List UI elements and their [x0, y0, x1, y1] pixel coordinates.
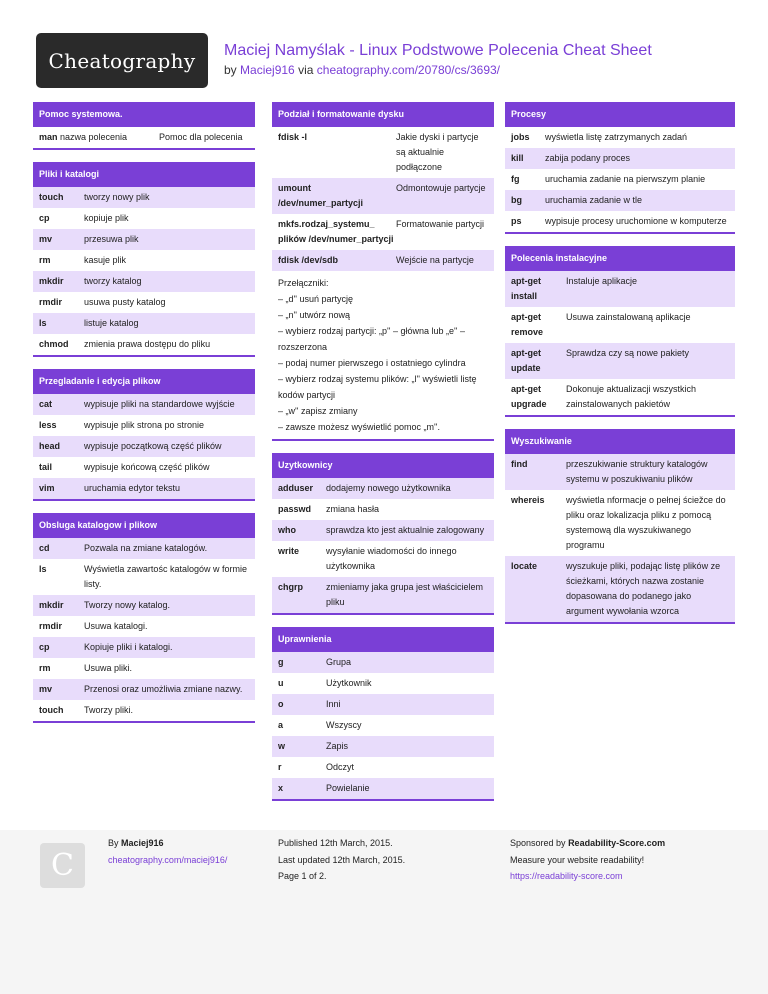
by-label: by: [224, 63, 237, 77]
sponsored-by: [510, 838, 665, 848]
description: wyszukuje pliki, podając listę plików ze ścieżkami, których nazwa zostanie dopasowana do podanego jako argument wywołania wzorca: [566, 561, 721, 616]
description: Wejście na partycje: [396, 255, 474, 265]
table-row: [505, 556, 735, 622]
description: wyświetla listę zatrzymanych zadań: [545, 132, 688, 142]
description: Sprawdza czy są nowe pakiety: [566, 348, 690, 358]
cheatography-footer-logo: C: [40, 843, 85, 888]
description: uruchamia edytor tekstu: [84, 483, 181, 493]
table-row: [272, 694, 494, 715]
description: Odmontowuje partycje: [396, 183, 486, 193]
sponsor-name[interactable]: Readability-Score.com: [568, 838, 666, 848]
command: tail: [39, 462, 53, 472]
section-pomoc: [33, 102, 255, 150]
section-instalacyjne: [505, 246, 735, 417]
section-title: Pomoc systemowa.: [33, 102, 255, 127]
description: wypisuje początkową część plików: [84, 441, 222, 451]
table-row: [272, 127, 494, 178]
table-row: [505, 379, 735, 415]
description: Powielanie: [326, 783, 370, 793]
table-row: [505, 127, 735, 148]
table-row: [33, 478, 255, 499]
by-label: By: [108, 838, 119, 848]
command: mv: [39, 684, 53, 694]
description: uruchamia zadanie na pierwszym planie: [545, 174, 706, 184]
command: write: [278, 546, 300, 556]
column-2: [272, 102, 494, 813]
command: apt-get update: [511, 348, 541, 373]
command: cat: [39, 399, 53, 409]
description: Zapis: [326, 741, 349, 751]
table-row: [505, 211, 735, 232]
command: apt-get remove: [511, 312, 544, 337]
table-row: [33, 127, 255, 148]
table-row: [33, 679, 255, 700]
sponsor-url[interactable]: https://readability-score.com: [510, 871, 623, 881]
command: locate: [511, 561, 538, 571]
description: Dokonuje aktualizacji wszystkich zainstalowanych pakietów: [566, 384, 697, 409]
table-row: [272, 499, 494, 520]
section-przegladanie: [33, 369, 255, 501]
description: Wyświetla zawartośc katalogów w formie listy.: [84, 564, 247, 589]
command: chgrp: [278, 582, 304, 592]
table-row: [505, 490, 735, 556]
command: ls: [39, 318, 47, 328]
description: Odczyt: [326, 762, 355, 772]
description: zmieniamy jaka grupa jest właścicielem pliku: [326, 582, 484, 607]
table-row: [33, 334, 255, 355]
description: dodajemy nowego użytkownika: [326, 483, 451, 493]
sponsor-link[interactable]: [510, 871, 623, 881]
description: kasuje plik: [84, 255, 127, 265]
command: find: [511, 459, 528, 469]
command: cd: [39, 543, 50, 553]
section-procesy: [505, 102, 735, 234]
table-row: [33, 700, 255, 721]
command: jobs: [511, 132, 530, 142]
switches-text: Przełączniki: – „d'' usuń partycję – „n'' utwórz nową – wybierz rodzaj partycji: „p'' – główna lub „e'' – rozszerzona – podaj numer pierwszego i ostatniego cylindra – wybierz rodzaj systemu plików: „l'' wyświetli listę kodów partycji – „w'' zapisz zmiany – zawsze możesz wyświetlić pomoc „m''.: [278, 278, 477, 432]
table-row: [272, 541, 494, 577]
table-row: [505, 148, 735, 169]
author-name[interactable]: Maciej916: [121, 838, 164, 848]
description: Jakie dyski i partycje są aktualnie podłączone: [396, 132, 479, 172]
description: Usuwa katalogi.: [84, 621, 148, 631]
column-1: [33, 102, 255, 735]
column-3: [505, 102, 735, 636]
command: less: [39, 420, 57, 430]
command: ls: [39, 564, 47, 574]
command: g: [278, 657, 284, 667]
section-title: Procesy: [505, 102, 735, 127]
description: Kopiuje pliki i katalogi.: [84, 642, 173, 652]
table-row: [33, 658, 255, 679]
command: mkdir: [39, 276, 64, 286]
description: wypisuje pliki na standardowe wyjście: [84, 399, 235, 409]
table-row: [33, 415, 255, 436]
description: Tworzy nowy katalog.: [84, 600, 171, 610]
description: wypisuje plik strona po stronie: [84, 420, 205, 430]
section-title: Obsluga katalogow i plikow: [33, 513, 255, 538]
command: a: [278, 720, 284, 730]
table-row: [272, 214, 494, 250]
table-row: [505, 169, 735, 190]
command: vim: [39, 483, 55, 493]
command: man nazwa polecenia: [39, 132, 128, 142]
section-uzytkownicy: [272, 453, 494, 615]
section-title: Podział i formatowanie dysku: [272, 102, 494, 127]
description: Pozwala na zmiane katalogów.: [84, 543, 208, 553]
section-title: Przegladanie i edycja plikow: [33, 369, 255, 394]
command: cp: [39, 213, 50, 223]
table-row: [33, 394, 255, 415]
description: zmiana hasła: [326, 504, 380, 514]
table-row: [272, 652, 494, 673]
description: wypisuje procesy uruchomione w komputerze: [545, 216, 727, 226]
section-title: Wyszukiwanie: [505, 429, 735, 454]
table-row: [272, 478, 494, 499]
command: fdisk /dev/sdb: [278, 255, 339, 265]
command: touch: [39, 192, 64, 202]
description: Pomoc dla polecenia: [159, 132, 243, 142]
table-row: [33, 538, 255, 559]
description: uruchamia zadanie w tle: [545, 195, 643, 205]
description: tworzy katalog: [84, 276, 142, 286]
section-wyszukiwanie: [505, 429, 735, 624]
command: mkdir: [39, 600, 64, 610]
command: r: [278, 762, 282, 772]
table-row: [272, 778, 494, 799]
table-row: [33, 559, 255, 595]
table-row: [33, 250, 255, 271]
command: passwd: [278, 504, 312, 514]
table-row: [272, 736, 494, 757]
description: przesuwa plik: [84, 234, 139, 244]
section-obsluga: [33, 513, 255, 723]
command: cp: [39, 642, 50, 652]
command: rm: [39, 255, 51, 265]
table-row: [272, 250, 494, 271]
command: apt-get upgrade: [511, 384, 547, 409]
table-row: [272, 673, 494, 694]
description: zabija podany proces: [545, 153, 631, 163]
command: adduser: [278, 483, 314, 493]
table-row: [272, 178, 494, 214]
command: apt-get install: [511, 276, 541, 301]
command: bg: [511, 195, 522, 205]
table-row: [505, 271, 735, 307]
command: rmdir: [39, 621, 63, 631]
command: rmdir: [39, 297, 63, 307]
section-pliki-katalogi: [33, 162, 255, 357]
table-row: [505, 190, 735, 211]
command: head: [39, 441, 61, 451]
description: kopiuje plik: [84, 213, 129, 223]
table-row: [272, 520, 494, 541]
command: o: [278, 699, 284, 709]
command: fg: [511, 174, 520, 184]
table-row: [33, 637, 255, 658]
description: Przenosi oraz umożliwia zmiane nazwy.: [84, 684, 243, 694]
table-row: [33, 616, 255, 637]
description: wypisuje końcową część plików: [84, 462, 210, 472]
table-row: [505, 343, 735, 379]
section-title: Uzytkownicy: [272, 453, 494, 478]
section-uprawnienia: [272, 627, 494, 801]
description: Formatowanie partycji: [396, 219, 485, 229]
author-profile-link[interactable]: cheatography.com/maciej916/: [108, 855, 228, 865]
table-row: [33, 292, 255, 313]
published-date: Published 12th March, 2015.: [278, 838, 393, 848]
table-row: [272, 757, 494, 778]
description: usuwa pusty katalog: [84, 297, 166, 307]
table-row: [33, 457, 255, 478]
command: who: [278, 525, 296, 535]
table-row: [33, 208, 255, 229]
command: w: [278, 741, 286, 751]
command: chmod: [39, 339, 69, 349]
page-title: Maciej Namyślak - Linux Podstwowe Polecenia Cheat Sheet: [224, 42, 652, 59]
cheatography-logo[interactable]: Cheatography: [36, 33, 208, 88]
description: Wszyscy: [326, 720, 362, 730]
sponsor-tagline: Measure your website readability!: [510, 855, 645, 865]
command: fdisk -l: [278, 132, 308, 142]
page-number: Page 1 of 2.: [278, 871, 327, 881]
description: sprawdza kto jest aktualnie zalogowany: [326, 525, 485, 535]
table-row: [33, 229, 255, 250]
description: listuje katalog: [84, 318, 139, 328]
table-row: [505, 307, 735, 343]
section-title: Polecenia instalacyjne: [505, 246, 735, 271]
description: Usuwa pliki.: [84, 663, 133, 673]
command: mv: [39, 234, 53, 244]
table-row: [33, 436, 255, 457]
command: rm: [39, 663, 51, 673]
description: zmienia prawa dostępu do pliku: [84, 339, 211, 349]
description: tworzy nowy plik: [84, 192, 150, 202]
description: przeszukiwanie struktury katalogów systemu w poszukiwaniu plików: [566, 459, 708, 484]
table-row: [272, 715, 494, 736]
table-row: [505, 454, 735, 490]
description: Instaluje aplikacje: [566, 276, 638, 286]
command: u: [278, 678, 284, 688]
footer-author: [108, 838, 164, 848]
description: Usuwa zainstalowaną aplikacje: [566, 312, 691, 322]
sheet-url-link[interactable]: cheatography.com/20780/cs/3693/: [316, 63, 500, 77]
via-label: via: [298, 63, 314, 77]
page-subtitle: [224, 63, 500, 77]
description: Użytkownik: [326, 678, 372, 688]
section-title: Pliki i katalogi: [33, 162, 255, 187]
section-podzial: [272, 102, 494, 441]
updated-date: Last updated 12th March, 2015.: [278, 855, 406, 865]
command: umount /dev/numer_partycji: [278, 183, 364, 208]
author-link[interactable]: Maciej916: [240, 63, 295, 77]
table-row: [272, 577, 494, 613]
table-row: [33, 187, 255, 208]
command: whereis: [511, 495, 545, 505]
table-row: [33, 313, 255, 334]
table-row: [33, 595, 255, 616]
command: kill: [511, 153, 524, 163]
description: wyświetla nformacje o pełnej ściežce do pliku oraz lokalizacja pliku z pomocą systemową dla wyszukiwanego programu: [566, 495, 726, 550]
sponsored-label: Sponsored by: [510, 838, 566, 848]
command: ps: [511, 216, 522, 226]
description: Tworzy pliki.: [84, 705, 134, 715]
command: mkfs.rodzaj_systemu_ plików /dev/numer_partycji: [278, 219, 394, 244]
description: Inni: [326, 699, 341, 709]
section-title: Uprawnienia: [272, 627, 494, 652]
table-row: [33, 271, 255, 292]
command: touch: [39, 705, 64, 715]
description: Grupa: [326, 657, 352, 667]
description: wysyłanie wiadomości do innego użytkownika: [326, 546, 457, 571]
command: x: [278, 783, 284, 793]
